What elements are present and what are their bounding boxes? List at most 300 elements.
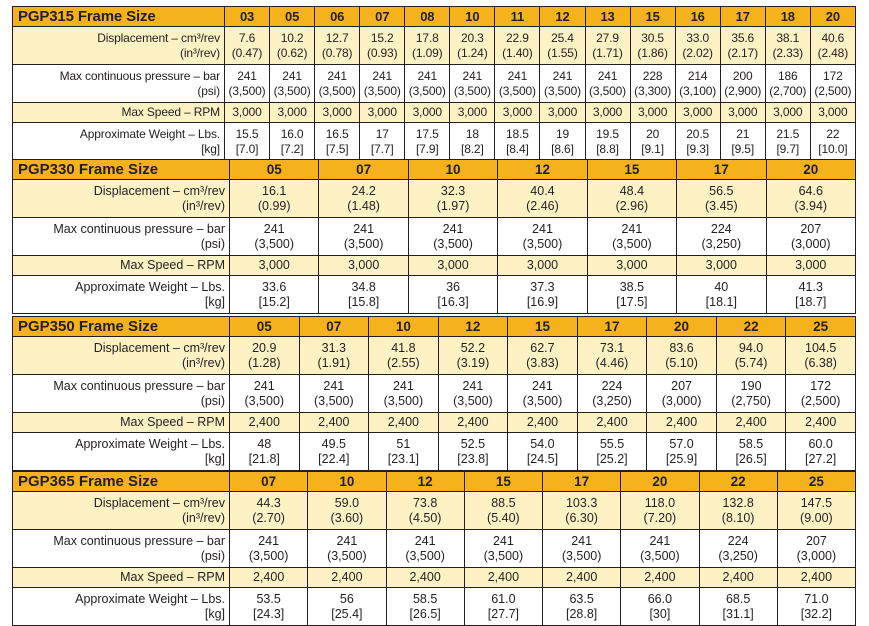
- value-secondary: (0.78): [321, 45, 353, 60]
- value-cell: [230, 433, 300, 471]
- value-cell: 3,000: [810, 103, 855, 123]
- value-cell: 3,000: [766, 256, 855, 276]
- value-secondary: (3,500): [327, 548, 367, 563]
- size-header: 17: [677, 160, 766, 180]
- size-header: 15: [630, 7, 675, 27]
- row-label-secondary: [kg]: [204, 451, 225, 466]
- value-cell: [630, 65, 675, 103]
- value-secondary: (3,500): [522, 393, 563, 408]
- value-cell: [225, 123, 270, 161]
- value-secondary: (3,500): [522, 236, 563, 251]
- value-primary: 27.9: [596, 30, 619, 45]
- value-secondary: [16.3]: [437, 294, 469, 309]
- value-cell: [230, 337, 300, 375]
- weight-label: [13, 433, 230, 471]
- value-cell: [315, 123, 360, 161]
- value-primary: 241: [372, 68, 392, 83]
- value-primary: 241: [462, 378, 484, 393]
- value-primary: 21: [736, 126, 750, 141]
- value-primary: 214: [687, 68, 708, 83]
- value-primary: 16.5: [325, 126, 349, 141]
- value-primary: 241: [621, 221, 643, 236]
- row-label-primary: Approximate Weight – Lbs.: [75, 591, 225, 606]
- value-secondary: (3,500): [433, 236, 473, 251]
- value-primary: 40: [714, 279, 729, 294]
- value-cell: [630, 27, 675, 65]
- value-cell: [585, 27, 630, 65]
- value-secondary: (1.24): [457, 45, 488, 60]
- value-secondary: (3,250): [592, 393, 632, 408]
- value-primary: 38.5: [619, 279, 645, 294]
- value-cell: [270, 27, 315, 65]
- value-primary: 30.5: [641, 30, 664, 45]
- value-primary: 241: [417, 68, 438, 83]
- frame-size-title: PGP330 Frame Size: [13, 160, 230, 180]
- value-secondary: (1.28): [247, 355, 281, 370]
- value-primary: 52.2: [460, 340, 486, 355]
- value-secondary: [27.2]: [805, 451, 837, 466]
- row-label-primary: Approximate Weight – Lbs.: [79, 126, 220, 141]
- weight-row: [13, 276, 856, 314]
- value-primary: 63.5: [569, 591, 594, 606]
- row-label-primary: Max continuous pressure – bar: [53, 378, 225, 393]
- value-primary: 48: [257, 436, 272, 451]
- size-header: 08: [405, 7, 450, 27]
- value-primary: 66.0: [647, 591, 673, 606]
- size-header: 15: [587, 160, 676, 180]
- value-secondary: (3,100): [679, 83, 717, 98]
- value-primary: 36: [446, 279, 460, 294]
- value-cell: [405, 123, 450, 161]
- speed-label: Max Speed – RPM: [13, 103, 225, 123]
- row-label-secondary: (in³/rev): [181, 510, 225, 525]
- value-primary: 58.5: [412, 591, 438, 606]
- value-secondary: [16.9]: [526, 294, 559, 309]
- value-cell: [386, 530, 464, 568]
- value-primary: 17.8: [415, 30, 439, 45]
- header-row: [13, 472, 856, 492]
- value-primary: 56.5: [709, 183, 734, 198]
- value-cell: [360, 65, 405, 103]
- frame-size-title: PGP350 Frame Size: [13, 317, 230, 337]
- value-secondary: (3,500): [561, 548, 602, 563]
- size-header: 07: [299, 317, 369, 337]
- value-primary: 21.5: [776, 126, 800, 141]
- value-cell: 2,400: [369, 413, 439, 433]
- value-secondary: (1.55): [547, 45, 578, 60]
- value-primary: 241: [532, 378, 553, 393]
- value-secondary: [8.6]: [551, 141, 574, 156]
- value-secondary: (3,500): [543, 83, 581, 98]
- value-primary: 17: [375, 126, 389, 141]
- value-primary: 94.0: [738, 340, 764, 355]
- value-secondary: [30]: [649, 606, 671, 621]
- value-secondary: (2,700): [769, 83, 807, 98]
- pgp315-frame-size-table: [12, 6, 856, 161]
- value-primary: 25.4: [551, 30, 574, 45]
- displacement-label: [13, 180, 230, 218]
- value-cell: [369, 375, 439, 413]
- value-secondary: (3,250): [718, 548, 758, 563]
- value-cell: 2,400: [464, 568, 542, 588]
- value-cell: 3,000: [585, 103, 630, 123]
- header-row: [13, 317, 856, 337]
- value-secondary: (2,500): [814, 83, 852, 98]
- value-cell: [540, 65, 585, 103]
- weight-row: [13, 123, 856, 161]
- value-primary: 53.5: [256, 591, 281, 606]
- value-secondary: (7.20): [643, 510, 677, 525]
- value-cell: 2,400: [230, 568, 308, 588]
- value-cell: 2,400: [716, 413, 786, 433]
- value-secondary: (0.99): [257, 198, 291, 213]
- value-secondary: (3,000): [790, 236, 831, 251]
- value-cell: 3,000: [315, 103, 360, 123]
- pgp365-frame-size-table: [12, 471, 856, 626]
- value-primary: 20: [646, 126, 660, 141]
- displacement-row: [13, 27, 856, 65]
- value-secondary: (1.40): [502, 45, 533, 60]
- value-cell: [299, 337, 369, 375]
- value-cell: [495, 123, 540, 161]
- value-primary: 17.5: [415, 126, 439, 141]
- value-cell: 3,000: [765, 103, 810, 123]
- row-label-secondary: [kg]: [204, 606, 225, 621]
- value-cell: 3,000: [675, 103, 720, 123]
- value-cell: [810, 65, 855, 103]
- value-secondary: (2,900): [724, 83, 762, 98]
- value-cell: [230, 492, 308, 530]
- value-cell: [230, 276, 319, 314]
- value-primary: 241: [552, 68, 573, 83]
- value-secondary: (6.38): [804, 355, 837, 370]
- value-secondary: [9.5]: [731, 141, 755, 156]
- row-label-secondary: (in³/rev): [180, 45, 220, 60]
- value-cell: [308, 492, 386, 530]
- value-cell: 3,000: [720, 103, 765, 123]
- weight-row: [13, 433, 856, 471]
- value-cell: [450, 27, 495, 65]
- value-primary: 15.5: [235, 126, 259, 141]
- value-secondary: [32.2]: [800, 606, 833, 621]
- size-header: 22: [699, 472, 777, 492]
- size-header: 25: [777, 472, 855, 492]
- value-cell: [766, 276, 855, 314]
- row-label-primary: Max continuous pressure – bar: [53, 221, 225, 236]
- value-secondary: (0.93): [366, 45, 398, 60]
- value-cell: [405, 65, 450, 103]
- value-cell: [720, 27, 765, 65]
- value-cell: [299, 375, 369, 413]
- pressure-label: [13, 218, 230, 256]
- value-secondary: [15.2]: [258, 294, 290, 309]
- value-secondary: (3,500): [314, 393, 354, 408]
- value-cell: [386, 588, 464, 626]
- value-primary: 241: [414, 533, 436, 548]
- value-cell: [810, 123, 855, 161]
- value-primary: 83.6: [669, 340, 694, 355]
- value-primary: 49.5: [321, 436, 346, 451]
- value-cell: 2,400: [647, 413, 717, 433]
- value-secondary: [15.8]: [347, 294, 380, 309]
- value-cell: [438, 433, 508, 471]
- value-primary: 241: [323, 378, 345, 393]
- value-cell: [677, 180, 766, 218]
- size-header: 05: [230, 160, 319, 180]
- value-cell: 2,400: [699, 568, 777, 588]
- value-primary: 10.2: [280, 30, 304, 45]
- value-secondary: (3,300): [634, 83, 672, 98]
- value-cell: [777, 588, 855, 626]
- value-cell: 2,400: [777, 568, 855, 588]
- value-cell: 3,000: [587, 256, 676, 276]
- value-secondary: [7.2]: [280, 141, 304, 156]
- value-primary: 40.6: [821, 30, 845, 45]
- value-primary: 241: [258, 533, 280, 548]
- pressure-row: [13, 530, 856, 568]
- value-secondary: [23.1]: [387, 451, 419, 466]
- value-secondary: (4.46): [595, 355, 629, 370]
- value-primary: 41.8: [391, 340, 416, 355]
- value-secondary: (3,500): [453, 83, 491, 98]
- value-cell: [408, 218, 497, 256]
- value-secondary: (4.50): [408, 510, 442, 525]
- value-secondary: [22.4]: [318, 451, 350, 466]
- size-header: 12: [386, 472, 464, 492]
- value-cell: 3,000: [540, 103, 585, 123]
- size-header: 03: [225, 7, 270, 27]
- value-cell: [543, 492, 621, 530]
- value-secondary: [7.7]: [370, 141, 394, 156]
- value-cell: [299, 433, 369, 471]
- value-cell: [508, 375, 578, 413]
- value-primary: 241: [532, 221, 553, 236]
- value-cell: 3,000: [319, 256, 408, 276]
- value-cell: 2,400: [386, 568, 464, 588]
- value-primary: 12.7: [325, 30, 349, 45]
- value-cell: [408, 180, 497, 218]
- value-cell: [315, 65, 360, 103]
- row-label-primary: Max continuous pressure – bar: [53, 533, 225, 548]
- value-primary: 172: [810, 378, 832, 393]
- size-header: 20: [810, 7, 855, 27]
- value-cell: [230, 375, 300, 413]
- header-row: [13, 160, 856, 180]
- value-secondary: (3,000): [796, 548, 837, 563]
- value-primary: 33.0: [686, 30, 710, 45]
- value-secondary: (2,750): [731, 393, 771, 408]
- row-label-secondary: (in³/rev): [181, 355, 225, 370]
- value-cell: [495, 27, 540, 65]
- value-secondary: (3.19): [456, 355, 490, 370]
- weight-label: [13, 123, 225, 161]
- row-label-primary: Displacement – cm³/rev: [93, 495, 225, 510]
- pressure-row: [13, 218, 856, 256]
- value-secondary: (3,500): [228, 83, 266, 98]
- value-cell: [716, 337, 786, 375]
- value-cell: [621, 588, 699, 626]
- value-primary: 172: [823, 68, 843, 83]
- value-secondary: (6.30): [565, 510, 598, 525]
- value-primary: 241: [571, 533, 593, 548]
- row-label-primary: Approximate Weight – Lbs.: [75, 279, 225, 294]
- value-cell: 2,400: [308, 568, 386, 588]
- value-primary: 207: [671, 378, 692, 393]
- size-header: 10: [308, 472, 386, 492]
- size-header: 12: [540, 7, 585, 27]
- value-primary: 73.8: [412, 495, 438, 510]
- value-primary: 7.6: [238, 30, 256, 45]
- displacement-row: [13, 180, 856, 218]
- value-cell: [230, 588, 308, 626]
- value-secondary: [7.5]: [325, 141, 349, 156]
- value-primary: 132.8: [722, 495, 754, 510]
- value-secondary: (3,500): [383, 393, 424, 408]
- value-secondary: [25.4]: [331, 606, 363, 621]
- value-cell: [308, 530, 386, 568]
- value-cell: 3,000: [450, 103, 495, 123]
- size-header: 17: [577, 317, 647, 337]
- value-cell: [675, 65, 720, 103]
- value-secondary: (3,500): [254, 236, 295, 251]
- weight-label: [13, 588, 230, 626]
- value-secondary: (3,500): [273, 83, 311, 98]
- value-primary: 35.6: [731, 30, 755, 45]
- value-cell: [498, 218, 587, 256]
- row-label-primary: Approximate Weight – Lbs.: [75, 436, 225, 451]
- value-cell: 2,400: [230, 413, 300, 433]
- value-cell: [498, 180, 587, 218]
- value-cell: [464, 492, 542, 530]
- value-secondary: (9.00): [800, 510, 833, 525]
- value-secondary: (2.17): [727, 45, 758, 60]
- value-cell: [360, 27, 405, 65]
- value-cell: [450, 65, 495, 103]
- value-primary: 71.0: [804, 591, 829, 606]
- value-secondary: (3,500): [408, 83, 446, 98]
- value-primary: 51: [396, 436, 411, 451]
- value-cell: [230, 530, 308, 568]
- displacement-row: [13, 492, 856, 530]
- size-header: 11: [495, 7, 540, 27]
- size-header: 10: [369, 317, 439, 337]
- value-primary: 241: [507, 68, 528, 83]
- value-primary: 103.3: [565, 495, 598, 510]
- value-secondary: (3.45): [704, 198, 738, 213]
- value-secondary: [7.0]: [235, 141, 259, 156]
- pressure-row: [13, 375, 856, 413]
- value-primary: 147.5: [800, 495, 833, 510]
- value-primary: 224: [710, 221, 732, 236]
- value-primary: 58.5: [738, 436, 764, 451]
- value-cell: [621, 492, 699, 530]
- value-cell: 3,000: [630, 103, 675, 123]
- value-primary: 52.5: [460, 436, 486, 451]
- value-cell: 2,400: [508, 413, 578, 433]
- speed-row: [13, 568, 856, 588]
- value-primary: 200: [732, 68, 753, 83]
- value-cell: [319, 180, 408, 218]
- value-cell: [405, 27, 450, 65]
- size-header: 20: [621, 472, 699, 492]
- speed-row: [13, 103, 856, 123]
- value-secondary: (3,500): [248, 548, 289, 563]
- value-cell: [587, 276, 676, 314]
- value-primary: 190: [740, 378, 762, 393]
- row-label-secondary: (psi): [200, 548, 225, 563]
- value-cell: [777, 492, 855, 530]
- value-primary: 18: [465, 126, 479, 141]
- value-secondary: (3,000): [661, 393, 702, 408]
- row-label-primary: Max continuous pressure – bar: [59, 68, 220, 83]
- value-cell: [585, 65, 630, 103]
- value-cell: [766, 180, 855, 218]
- value-cell: [540, 123, 585, 161]
- value-cell: 2,400: [621, 568, 699, 588]
- value-primary: 20.5: [686, 126, 710, 141]
- pressure-label: [13, 375, 230, 413]
- value-primary: 54.0: [530, 436, 555, 451]
- size-header: 07: [319, 160, 408, 180]
- size-header: 05: [230, 317, 300, 337]
- value-primary: 61.0: [491, 591, 516, 606]
- value-cell: [360, 123, 405, 161]
- value-secondary: (3,500): [589, 83, 627, 98]
- size-header: 17: [720, 7, 765, 27]
- value-secondary: (2.48): [817, 45, 849, 60]
- value-secondary: (2.55): [387, 355, 420, 370]
- value-primary: 15.2: [370, 30, 394, 45]
- value-cell: 3,000: [408, 256, 497, 276]
- value-primary: 59.0: [334, 495, 360, 510]
- value-secondary: (3,500): [640, 548, 680, 563]
- value-cell: [577, 375, 647, 413]
- value-secondary: [18.7]: [795, 294, 827, 309]
- value-secondary: [10.0]: [818, 141, 848, 156]
- frame-size-title: PGP315 Frame Size: [13, 7, 225, 27]
- value-primary: 207: [800, 221, 822, 236]
- value-cell: [777, 530, 855, 568]
- value-cell: [438, 375, 508, 413]
- value-secondary: (2.46): [526, 198, 559, 213]
- value-cell: [225, 27, 270, 65]
- value-cell: [647, 337, 717, 375]
- row-label-secondary: (psi): [197, 83, 220, 98]
- value-primary: 31.3: [321, 340, 346, 355]
- value-cell: [450, 123, 495, 161]
- value-cell: [675, 27, 720, 65]
- size-header: 06: [315, 7, 360, 27]
- row-label-secondary: (psi): [200, 236, 225, 251]
- value-primary: 20.9: [252, 340, 277, 355]
- value-primary: 241: [327, 68, 347, 83]
- value-primary: 37.3: [530, 279, 555, 294]
- speed-label: Max Speed – RPM: [13, 413, 230, 433]
- value-cell: [647, 433, 717, 471]
- value-secondary: (3,500): [453, 393, 493, 408]
- value-primary: 33.6: [262, 279, 287, 294]
- value-cell: [577, 337, 647, 375]
- value-secondary: [21.8]: [248, 451, 280, 466]
- pressure-row: [13, 65, 856, 103]
- value-cell: [369, 337, 439, 375]
- row-label-secondary: (in³/rev): [181, 198, 225, 213]
- value-primary: 241: [253, 378, 275, 393]
- value-cell: [464, 530, 542, 568]
- value-cell: 3,000: [495, 103, 540, 123]
- value-secondary: [27.7]: [487, 606, 520, 621]
- value-cell: [786, 337, 856, 375]
